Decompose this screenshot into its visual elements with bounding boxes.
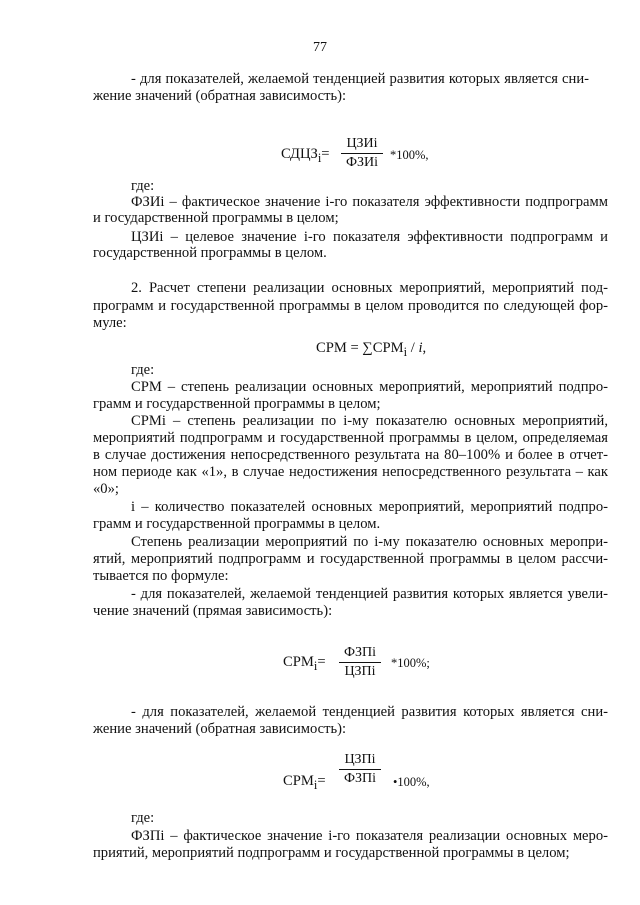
formula3-numerator: ФЗПi <box>343 645 377 660</box>
formula3-lhs: $СРМ_i=$ <box>283 654 326 673</box>
formula3-tail: *100%; <box>391 656 430 670</box>
intro-line-1: - для показателей, желаемой тенденцией развития которых является сни- <box>131 71 589 87</box>
section2-line-2: программ и государственной программы в целом проводится по следующей фор- <box>93 298 608 314</box>
formula4-fraction-bar <box>339 769 381 770</box>
formula4-denominator: ФЗПi <box>343 771 377 786</box>
formula4-fraction <box>339 752 381 787</box>
formula4-lhs: $СРМ_i=$ <box>283 773 326 792</box>
srm-line-2: грамм и государственной программы в целом; <box>93 396 381 412</box>
degree-line-2: ятий, мероприятий подпрограмм и государственной программы в целом рассчи- <box>93 551 608 567</box>
formula3-denominator: ЦЗПi <box>344 664 376 679</box>
formula2: СРМ = $\sum СРМ_i$ / i, <box>316 340 427 359</box>
formula4-tail: •100%, <box>393 775 430 789</box>
formula1-lhs: $СДЦЗ_i=$ <box>281 146 330 165</box>
srmi-line-5: «0»; <box>93 481 119 497</box>
section2-line-3: муле: <box>93 315 127 331</box>
srmi-line-3: в случае достижения непосредственного результата на 80–100% и более в отчет- <box>93 447 608 463</box>
fzp-line-2: приятий, мероприятий подпрограмм и государственной программы в целом; <box>93 845 570 861</box>
page-number: 77 <box>313 40 327 55</box>
formula1-denominator: ФЗИi <box>345 155 379 170</box>
srmi-line-1: СРМi – степень реализации по i-му показателю основных мероприятий, <box>131 413 608 429</box>
i-line-2: грамм и государственной программы в целом. <box>93 516 381 532</box>
formula1-tail: *100%, <box>390 148 429 162</box>
czi-line-1: ЦЗИi – целевое значение i-го показателя эффективности подпрограмм и <box>131 229 608 245</box>
formula3-fraction-bar <box>339 662 381 663</box>
srmi-line-4: ном периоде как «1», в случае недостижения непосредственного результата – как <box>93 464 608 480</box>
degree-line-1: Степень реализации мероприятий по i-му показателю основных меропри- <box>131 534 608 550</box>
intro-line-2: жение значений (обратная зависимость): <box>93 88 347 104</box>
formula1-numerator: ЦЗИi <box>346 136 378 151</box>
where2-label: где: <box>131 362 155 378</box>
formula1-fraction-bar <box>341 153 383 154</box>
srm-line-1: СРМ – степень реализации основных мероприятий, мероприятий подпро- <box>131 379 608 395</box>
reverse-line-1: - для показателей, желаемой тенденцией развития которых является сни- <box>131 704 608 720</box>
i-line-1: i – количество показателей основных мероприятий, мероприятий подпро- <box>131 499 608 515</box>
fzi-line-1: ФЗИi – фактическое значение i-го показателя эффективности подпрограмм <box>131 194 608 210</box>
formula3-fraction <box>339 645 381 680</box>
srmi-line-2: мероприятий подпрограмм и государственной программы в целом, определяемая <box>93 430 608 446</box>
degree-line-4: - для показателей, желаемой тенденцией развития которых является увели- <box>131 586 608 602</box>
where1-label: где: <box>131 178 155 194</box>
reverse-line-2: жение значений (обратная зависимость): <box>93 721 347 737</box>
fzi-line-2: и государственной программы в целом; <box>93 210 339 226</box>
formula1-fraction <box>341 136 383 171</box>
degree-line-5: чение значений (прямая зависимость): <box>93 603 333 619</box>
degree-line-3: тывается по формуле: <box>93 568 229 584</box>
formula4-numerator: ЦЗПi <box>344 752 376 767</box>
section2-line-1: 2. Расчет степени реализации основных мероприятий, мероприятий под- <box>131 280 608 296</box>
fzp-line-1: ФЗПi – фактическое значение i-го показателя реализации основных меро- <box>131 828 608 844</box>
czi-line-2: государственной программы в целом. <box>93 245 327 261</box>
where3-label: где: <box>131 810 155 826</box>
